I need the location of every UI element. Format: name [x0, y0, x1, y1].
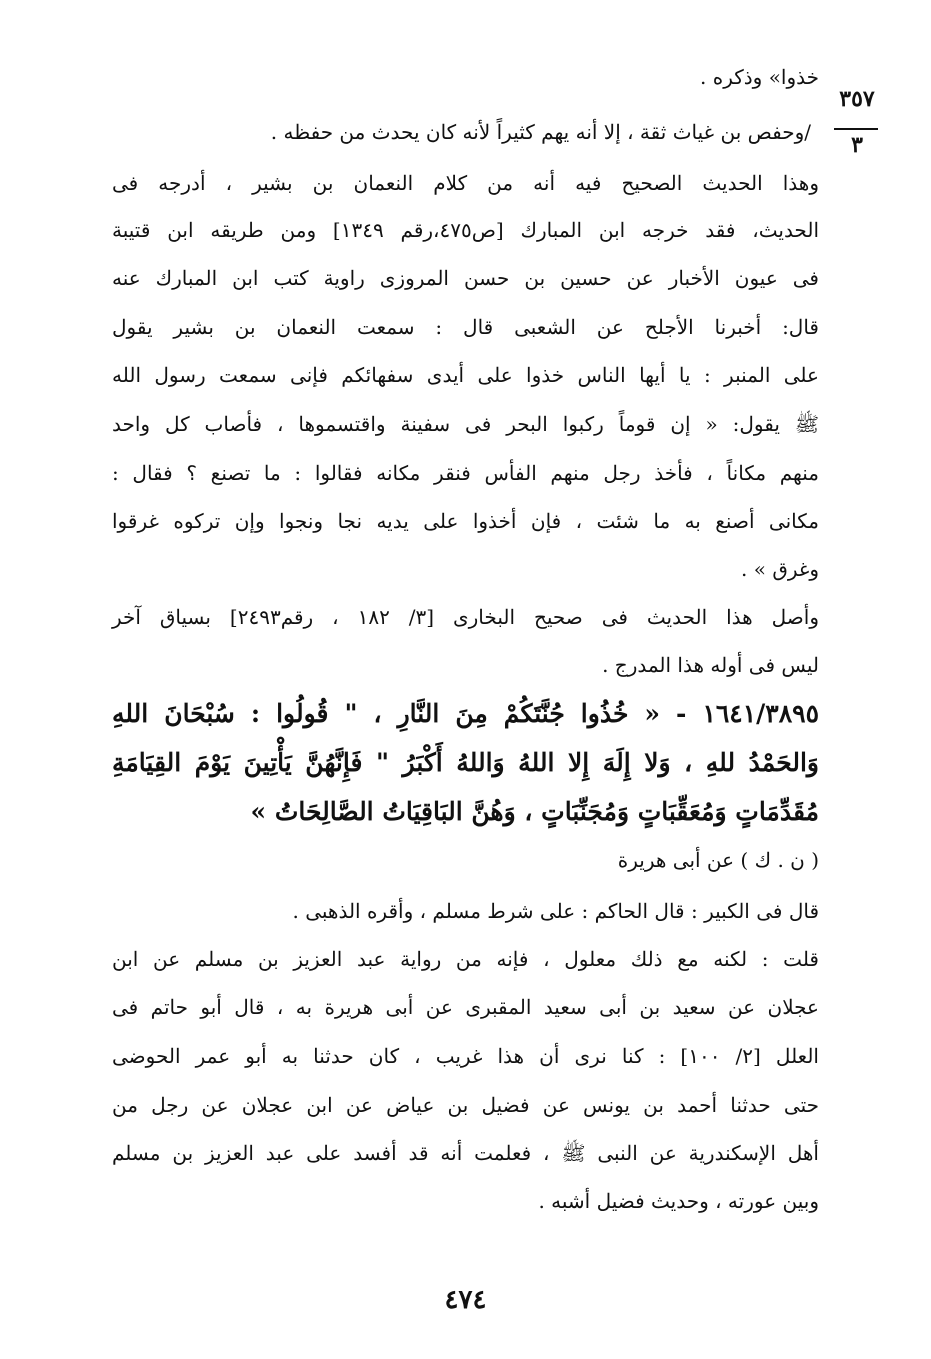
commentary-line: قلت : لكنه مع ذلك معلول ، فإنه من رواية عبد العزيز بن مسلم عن ابن: [112, 947, 819, 971]
commentary-line: عجلان عن سعيد بن أبى سعيد المقبرى عن أبى هريرة به ، قال أبو حاتم فى: [112, 995, 819, 1019]
commentary-line: وبين عورته ، وحديث فضيل أشبه .: [538, 1189, 819, 1213]
hadith-line: مُقَدِّمَاتٍ وَمُعَقِّبَاتٍ وَمُجَنِّبَاتٍ ، وَهُنَّ البَاقِيَاتُ الصَّالِحَاتُ »: [250, 797, 819, 826]
text-line: ليس فى أوله هذا المدرج .: [602, 653, 819, 677]
commentary-line: حتى حدثنا أحمد بن يونس عن فضيل بن عياض عن ابن عجلان عن رجل من: [112, 1093, 819, 1117]
text-line: مكانى أصنع به ما شئت ، فإن أخذوا على يديه نجا ونجوا وإن تركوه غرقوا: [112, 509, 819, 533]
text-line: خذوا» وذكره .: [700, 65, 819, 89]
hadith-line: ١٦٤١/٣٨٩٥ - « خُذُوا جُنَّتَكُمْ مِنَ النَّارِ ، " قُولُوا : سُبْحَانَ اللهِ: [112, 699, 819, 728]
margin-part-ref: ٣: [851, 132, 863, 158]
text-line: منهم مكاناً ، فأخذ رجل منهم الفأس فنقر مكانه فقالوا : ما تصنع ؟ فقال :: [112, 461, 819, 485]
margin-rule: [834, 128, 878, 130]
hadith-source: ( ن . ك ) عن أبى هريرة: [617, 848, 819, 872]
text-line: على المنبر : يا أيها الناس خذوا على أيدى سفهائكم فإنى سمعت رسول الله: [112, 363, 819, 387]
text-line: وغرق » .: [741, 557, 819, 581]
text-line: فى عيون الأخبار عن حسين بن حسن المروزى راوية كتب ابن المبارك عنه: [112, 266, 819, 290]
commentary-line: العلل [٢/ ١٠٠] : كنا نرى أن هذا غريب ، كان حدثنا به أبو عمر الحوضى: [112, 1044, 819, 1068]
text-line: قال: أخبرنا الأجلح عن الشعبى قال : سمعت النعمان بن بشير يقول: [112, 315, 819, 339]
text-line: الحديث، فقد خرجه ابن المبارك [ص٤٧٥،رقم ١٣٤٩] ومن طريقه ابن قتيبة: [112, 218, 819, 242]
commentary-line: قال فى الكبير : قال الحاكم : على شرط مسلم ، وأقره الذهبى .: [292, 899, 819, 923]
commentary-line: أهل الإسكندرية عن النبى ﷺ ، فعلمت أنه قد أفسد على عبد العزيز بن مسلم: [112, 1141, 819, 1165]
page-number: ٤٧٤: [444, 1285, 487, 1315]
text-line: /وحفص بن غياث ثقة ، إلا أنه يهم كثيراً لأنه كان يحدث من حفظه .: [270, 120, 811, 144]
hadith-line: وَالحَمْدُ للهِ ، وَلا إِلَهَ إِلا اللهُ وَاللهُ أَكْبَرُ " فَإِنَّهُنَّ يَأْتِينَ يَوْمَ القِيَامَةِ: [112, 748, 819, 777]
text-line: ﷺ يقول: « إن قوماً ركبوا البحر فى سفينة واقتسموها ، فأصاب كل واحد: [112, 412, 819, 436]
text-line: وأصل هذا الحديث فى صحيح البخارى [٣/ ١٨٢ ، رقم٢٤٩٣] بسياق آخر: [112, 605, 820, 629]
margin-volume-ref: ٣٥٧: [839, 86, 875, 112]
text-line: وهذا الحديث الصحيح فيه أنه من كلام النعمان بن بشير ، أدرجه فى: [112, 171, 819, 195]
